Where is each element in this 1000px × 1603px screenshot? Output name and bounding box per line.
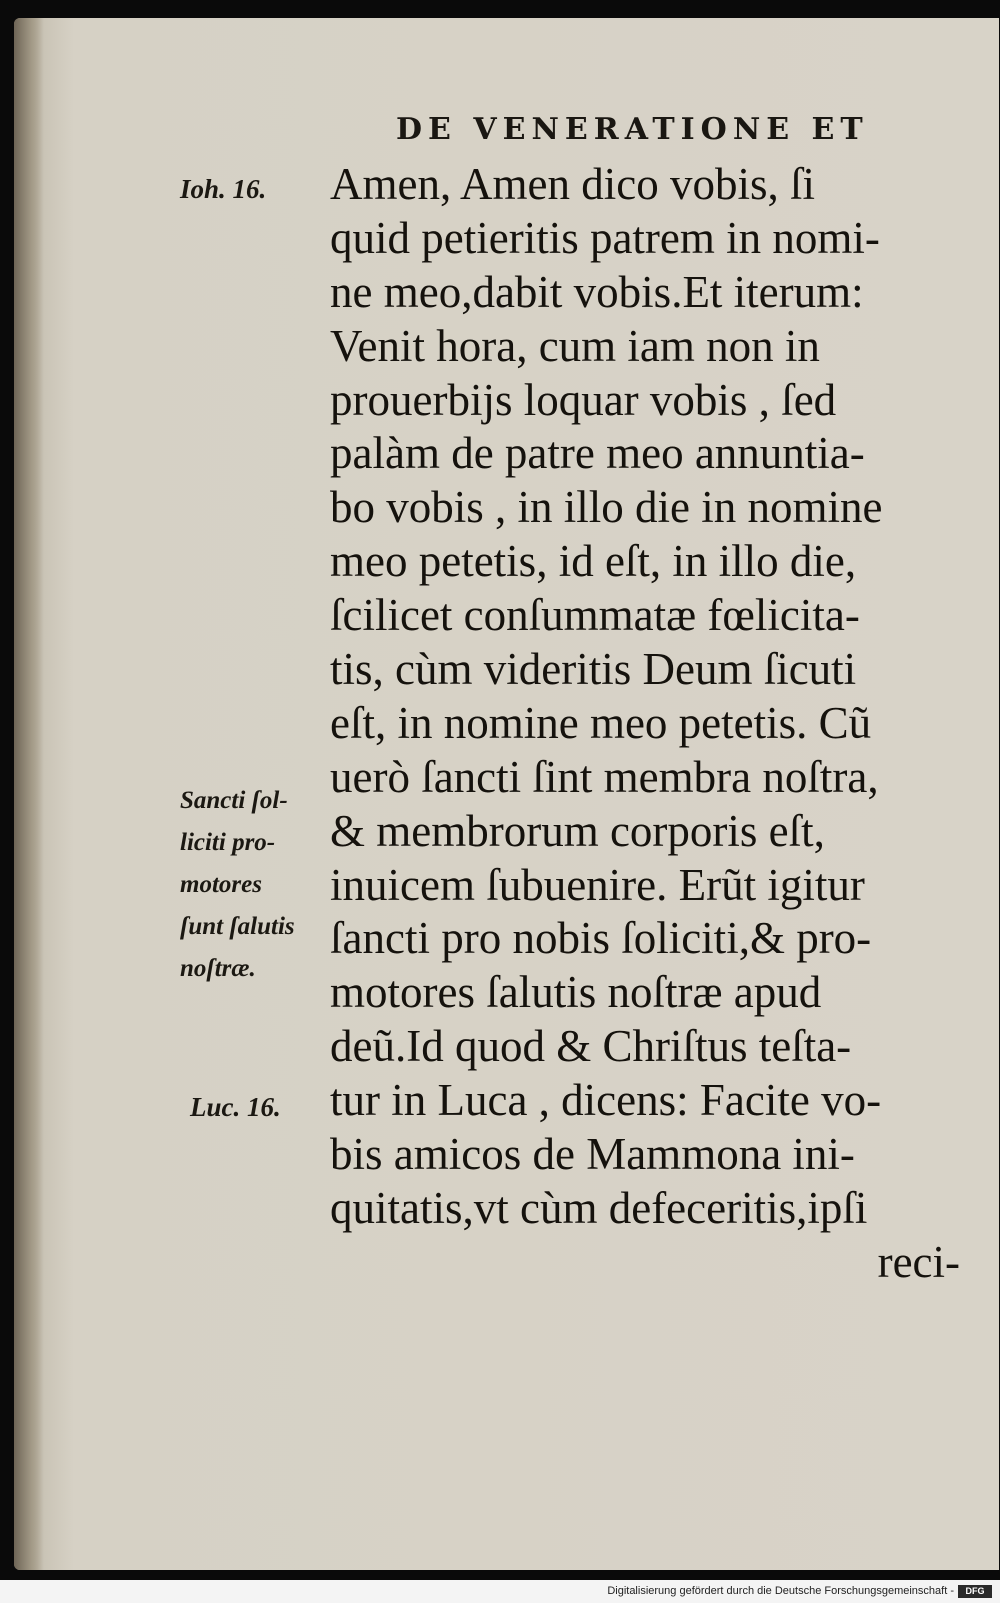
text-line: uerò ſancti ſint membra noſtra, bbox=[330, 751, 879, 802]
catchword: reci- bbox=[877, 1236, 960, 1287]
text-line: ſancti pro nobis ſoliciti,& pro- bbox=[330, 913, 872, 964]
margin-gloss-line: Sancti ſol- bbox=[180, 787, 288, 814]
text-line: deũ.Id quod & Chriſtus teſta- bbox=[330, 1021, 852, 1072]
text-line: motores ſalutis noſtræ apud bbox=[330, 967, 822, 1018]
margin-gloss-line: ſunt ſalutis bbox=[180, 913, 295, 940]
margin-reference-john: Ioh. 16. bbox=[180, 174, 267, 204]
margin-gloss-line: liciti pro- bbox=[180, 829, 276, 856]
text-line: quid petieritis patrem in nomi- bbox=[330, 212, 880, 263]
text-line: & membrorum corporis eſt, bbox=[330, 805, 825, 856]
text-line: meo petetis, id eſt, in illo die, bbox=[330, 536, 857, 587]
digitization-footer bbox=[0, 1580, 1000, 1603]
margin-gloss bbox=[180, 780, 330, 990]
running-head: DE VENERATIONE ET bbox=[396, 112, 869, 147]
margin-reference-luke: Luc. 16. bbox=[190, 1092, 281, 1122]
text-line: tur in Luca , dicens: Facite vo- bbox=[330, 1075, 882, 1126]
footer-credit: Digitalisierung gefördert durch die Deutsche Forschungsgemeinschaft - bbox=[607, 1585, 954, 1597]
text-line: quitatis,vt cùm defeceritis,ipſi bbox=[330, 1182, 868, 1233]
dfg-logo-icon: DFG bbox=[958, 1585, 992, 1598]
text-line: bis amicos de Mammona ini- bbox=[330, 1129, 855, 1180]
page-gutter-edge bbox=[14, 18, 44, 1570]
text-line: palàm de patre meo annuntia- bbox=[330, 428, 865, 479]
text-line: Amen, Amen dico vobis, ſi bbox=[330, 159, 815, 209]
margin-gloss-line: noſtræ. bbox=[180, 955, 256, 982]
text-line: tis, cùm videritis Deum ſicuti bbox=[330, 644, 857, 695]
text-line: ne meo,dabit vobis.Et iterum: bbox=[330, 266, 864, 317]
margin-gloss-line: motores bbox=[180, 871, 262, 898]
text-line: prouerbijs loquar vobis , ſed bbox=[330, 374, 837, 425]
body-text bbox=[330, 158, 960, 1290]
text-line: ſcilicet conſummatæ fœlicita- bbox=[330, 590, 860, 641]
text-line: bo vobis , in illo die in nomine bbox=[330, 482, 883, 533]
text-line: eſt, in nomine meo petetis. Cũ bbox=[330, 697, 872, 748]
text-line: Venit hora, cum iam non in bbox=[330, 320, 820, 371]
text-line: inuicem ſubuenire. Erũt igitur bbox=[330, 859, 865, 910]
